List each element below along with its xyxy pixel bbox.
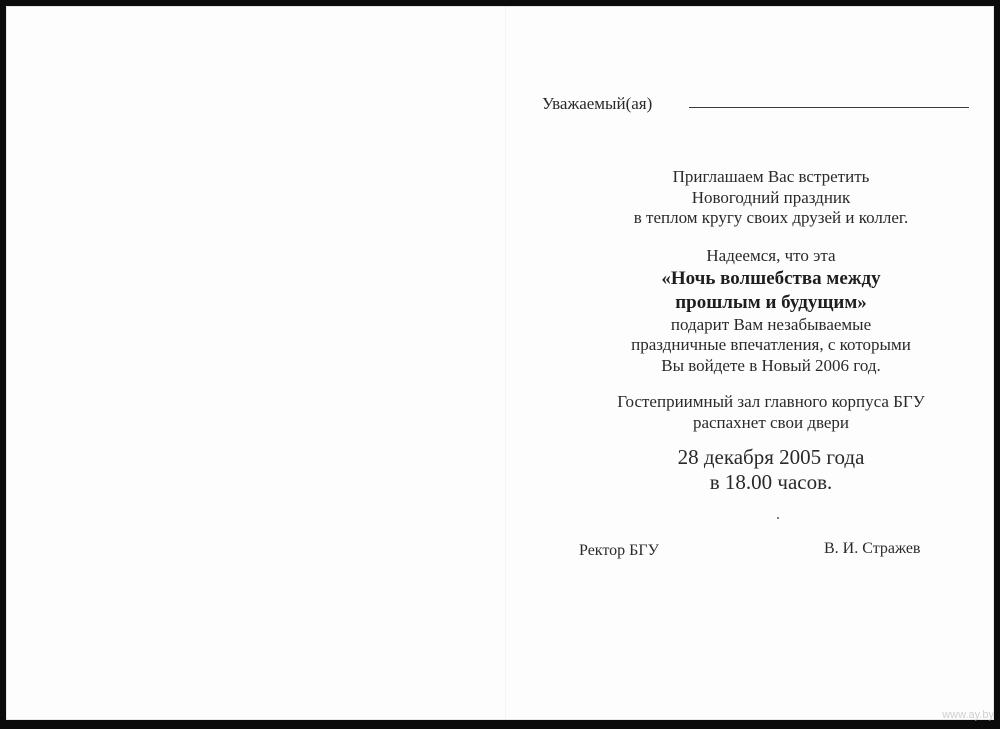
invitation-paragraph	[546, 167, 996, 229]
greeting-label: Уважаемый(ая)	[542, 94, 653, 113]
signature-name: В. И. Стражев	[824, 540, 921, 557]
venue-line: Гостеприимный зал главного корпуса БГУ	[617, 392, 925, 411]
event-date: 28 декабря 2005 года	[677, 445, 865, 469]
event-title-line: прошлым и будущим»	[675, 291, 867, 313]
hope-line: Вы войдете в Новый 2006 год.	[661, 355, 881, 375]
greeting-name-line	[689, 107, 969, 108]
venue-paragraph	[546, 392, 996, 433]
hope-paragraph	[546, 246, 996, 376]
venue-line: распахнет свои двери	[692, 412, 850, 432]
signature-position: Ректор БГУ	[579, 542, 659, 559]
invitation-line: Новогодний праздник	[691, 187, 851, 207]
datetime-paragraph	[546, 445, 996, 495]
invitation-line: в теплом кругу своих друзей и коллег.	[633, 208, 909, 227]
event-title-line: «Ночь волшебства между	[661, 267, 881, 289]
event-time: в 18.00 часов.	[709, 470, 833, 494]
hope-line: праздничные впечатления, с которыми	[631, 335, 911, 354]
invitation-line: Приглашаем Вас встретить	[672, 167, 870, 186]
invitation-card	[6, 6, 994, 720]
decorative-dot	[777, 517, 779, 519]
hope-line: подарит Вам незабываемые	[670, 314, 872, 334]
card-fold	[505, 6, 506, 720]
hope-line: Надеемся, что эта	[706, 246, 836, 265]
watermark: www.ay.by	[942, 709, 994, 721]
